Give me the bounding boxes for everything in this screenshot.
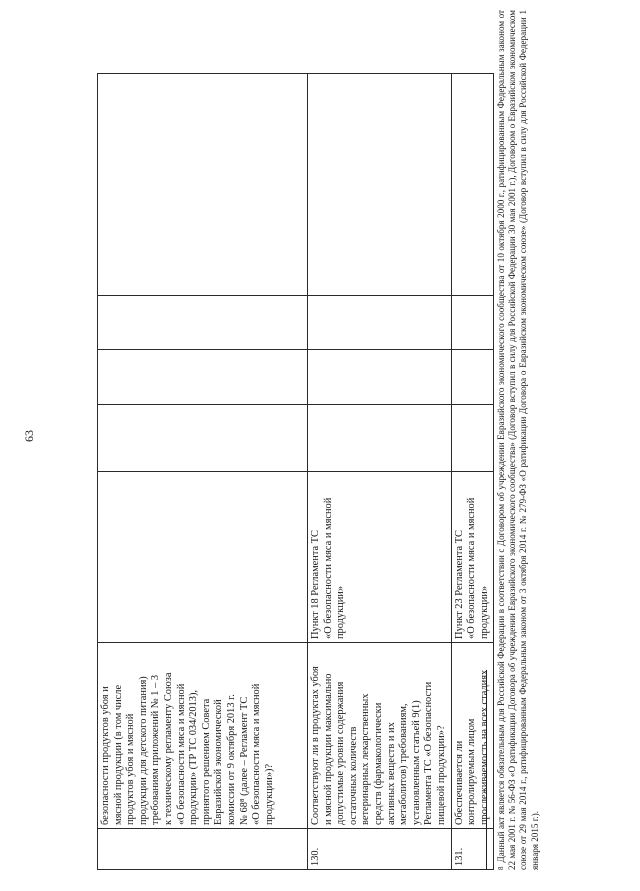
answer-yes-cell xyxy=(308,405,452,472)
table-row xyxy=(308,74,452,870)
answer-no-cell xyxy=(308,350,452,405)
note-cell xyxy=(308,74,452,296)
note-cell xyxy=(98,74,308,296)
question-cell: безопасности продуктов убоя и мясной продукции (в том числе продуктов убоя и мясной продукции для детского питания) требованиям приложений № 1 – 3 к техническому регламенту Союза «О безопасности мяса и мясной продукции» (ТР ТС 034/2013), принятого решением Совета Евразийской экономической комиссии от 9 октября 2013 г. № 68⁸ (далее – Регламент ТС «О безопасности мяса и мясной продукции»)? xyxy=(98,643,308,829)
page-number: 63 xyxy=(22,430,36,442)
answer-not-applicable-cell xyxy=(98,296,308,350)
footnote xyxy=(496,10,541,870)
row-number xyxy=(98,829,308,870)
note-cell xyxy=(451,74,494,296)
table-row xyxy=(98,74,308,870)
normative-reference-cell: Пункт 23 Регламента ТС «О безопасности мяса и мясной продукции» xyxy=(451,472,494,643)
answer-not-applicable-cell xyxy=(308,296,452,350)
answer-no-cell xyxy=(451,350,494,405)
normative-reference-cell: Пункт 18 Регламента ТС «О безопасности мяса и мясной продукции» xyxy=(308,472,452,643)
footnote-marker: 8 xyxy=(497,866,505,870)
footnote-text: Данный акт является обязательным для Российской Федерации в соответствии с Договором об учреждении Евразийского экономического сообщества от 10 октября 2000 г., ратифицированным Федеральным законом от 22 мая 2001 г. № 56-ФЗ «О ратификации Договора об учреждении Евразийского экономического сообщества» (Договор вступил в силу для Российской Федерации 30 мая 2001 г.), Договором о Евразийском экономическом союзе от 29 мая 2014 г., ратифицированным Федеральным законом от 3 октября 2014 г. № 279-ФЗ «О ратификации Договора о Евразийском экономическом союзе» (Договор вступил в силу для Российской Федерации 1 января 2015 г.). xyxy=(496,10,540,870)
answer-yes-cell xyxy=(98,405,308,472)
checklist-table xyxy=(97,73,494,870)
row-number: 130. xyxy=(308,829,452,870)
answer-no-cell xyxy=(98,350,308,405)
question-cell: Обеспечивается ли контролируемым лицом прослеживаемость на всех стадиях xyxy=(451,643,494,829)
table-row xyxy=(451,74,494,870)
question-cell: Соответствуют ли в продуктах убоя и мясной продукции максимально допустимые уровни содержания остаточных количеств ветеринарных лекарственных средств (фармакологически активных веществ и их метаболитов) требованиям, установленным статьей 9(1) Регламента ТС «О безопасности пищевой продукции»? xyxy=(308,643,452,829)
answer-yes-cell xyxy=(451,405,494,472)
footnote-divider xyxy=(486,670,487,870)
row-number: 131. xyxy=(451,829,494,870)
answer-not-applicable-cell xyxy=(451,296,494,350)
normative-reference-cell xyxy=(98,472,308,643)
